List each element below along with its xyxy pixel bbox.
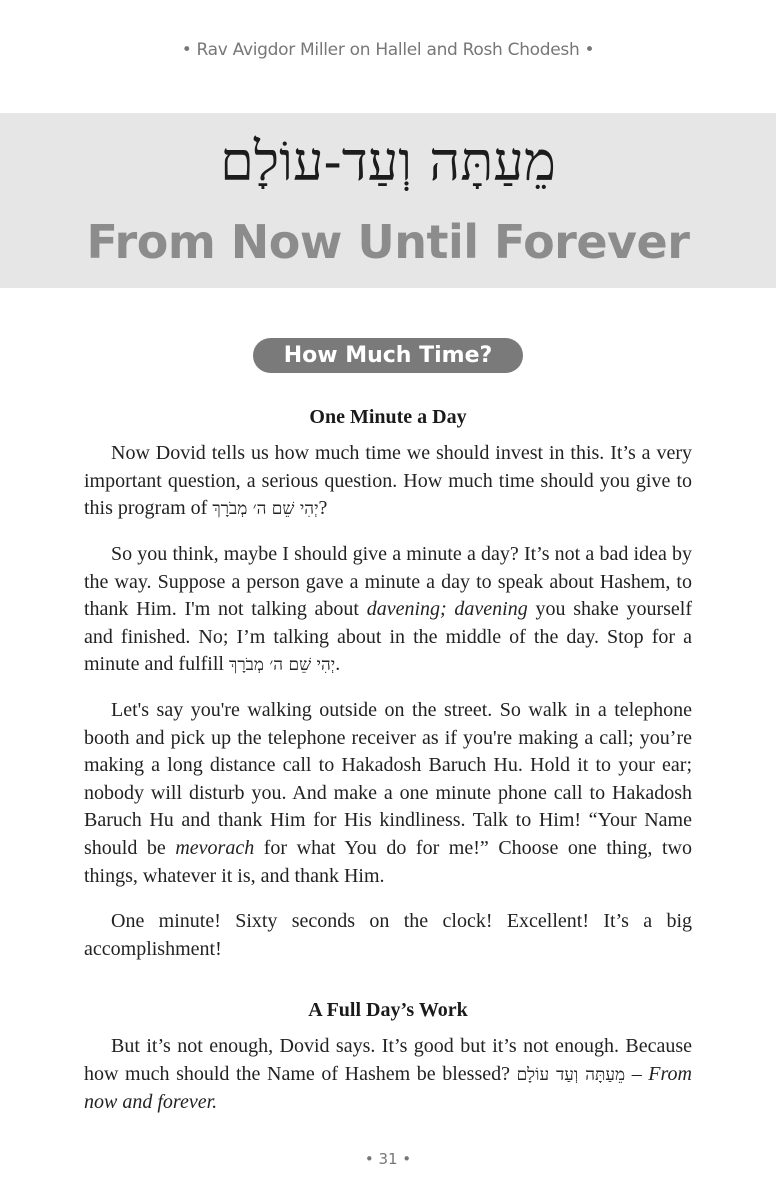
subheading-full-day: A Full Day’s Work [308,999,468,1021]
paragraph-4: One minute! Sixty seconds on the clock! Excellent! It’s a big accomplishment! [84,910,692,960]
paragraph-1: Now Dovid tells us how much time we should invest in this. It’s a very important question, a serious question. How much time should you give to this program of יְהִי שֵׁם ה׳ מְבֹרָךְ? [84,442,692,520]
hebrew-phrase: יְהִי שֵׁם ה׳ מְבֹרָךְ [228,655,336,676]
italic-term: davening; davening [366,598,528,621]
italic-term: From now and forever. [84,1062,692,1114]
chapter-title: From Now Until Forever [86,215,690,269]
running-head: • Rav Avigdor Miller on Hallel and Rosh Chodesh • [181,40,595,60]
paragraph-5: But it’s not enough, Dovid says. It’s good but it’s not enough. Because how much should the Name of Hashem be blessed? מֵעַתָּה וְעַד עוֹלָם – From now and forever. [84,1035,692,1114]
hebrew-title: מֵעַתָּה וְעַד-עוֹלָם [220,130,556,193]
hebrew-phrase: יְהִי שֵׁם ה׳ מְבֹרָךְ [212,499,319,520]
paragraph-3: Let's say you're walking outside on the street. So walk in a telephone booth and pick up the telephone receiver as if you're making a call; you’re making a long distance call to Hakadosh Baruch Hu. Hold it to your ear; nobody will disturb you. And make a one minute phone call to Hakadosh Baruch Hu and thank Him for His kindliness. Talk to Him! “Your Name should be mevorach for what You do for me!” Choose one thing, two things, whatever it is, and thank Him. [84,699,692,887]
page-number: • 31 • [364,1150,412,1168]
subheading-one-minute: One Minute a Day [309,406,467,428]
hebrew-phrase: מֵעַתָּה וְעַד עוֹלָם [516,1064,626,1085]
section-heading: How Much Time? [253,338,523,373]
italic-term: mevorach [175,836,255,859]
paragraph-2: So you think, maybe I should give a minute a day? It’s not a bad idea by the way. Suppose a person gave a minute a day to speak about Hashem, to thank Him. I'm not talking about davening; davening you shake yourself and finished. No; I’m talking about in the middle of the day. Stop for a minute and fulfill יְהִי שֵׁם ה׳ מְבֹרָךְ. [84,543,692,676]
